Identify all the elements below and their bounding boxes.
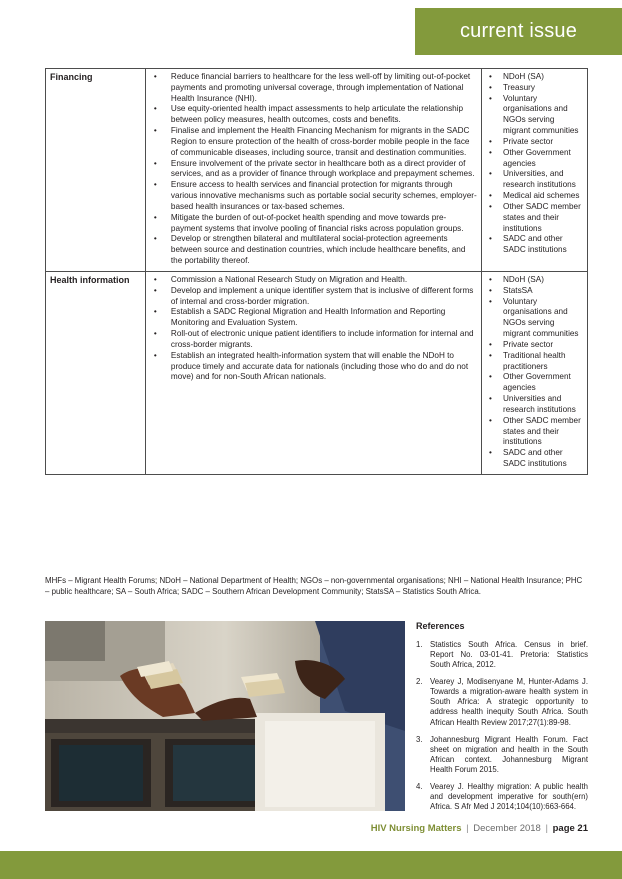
action-item: • Develop and implement a unique identifier system that is inclusive of different forms of internal and cross-border migration. xyxy=(150,286,477,308)
table-row-health-information xyxy=(46,271,588,474)
actions-list xyxy=(150,72,477,267)
stakeholder-item: • Other Government agencies xyxy=(486,372,583,394)
stakeholder-item: • SADC and other SADC institutions xyxy=(486,448,583,470)
stakeholder-item: • SADC and other SADC institutions xyxy=(486,234,583,256)
reference-item xyxy=(416,640,588,670)
category-cell: Financing xyxy=(46,69,146,272)
stakeholders-list xyxy=(486,72,583,256)
photo-illustration xyxy=(45,621,405,811)
reference-number: 3. xyxy=(416,734,423,744)
stakeholder-item: • Universities, and research institutions xyxy=(486,169,583,191)
section-banner-label: current issue xyxy=(459,20,578,42)
stakeholder-item: • Private sector xyxy=(486,137,583,148)
action-item: • Finalise and implement the Health Financing Mechanism for migrants in the SADC Region to ensure protection of the health of cross-border mobile people in the face of communicable diseases, including source, transit and destination communities. xyxy=(150,126,477,158)
action-item: • Commission a National Research Study on Migration and Health. xyxy=(150,275,477,286)
reference-text: Johannesburg Migrant Health Forum. Fact sheet on migration and health in the South African context. Johannesburg Migrant Health Forum 2015. xyxy=(430,734,588,775)
stakeholders-cell xyxy=(482,69,588,272)
action-item: • Ensure involvement of the private sector in healthcare both as a direct provider of services, and as a provider of finance through workplace and prepayment schemes. xyxy=(150,159,477,181)
abbreviations-note: MHFs – Migrant Health Forums; NDoH – National Department of Health; NGOs – non-governmental organisations; NHI – National Health Insurance; PHC – public healthcare; SA – South Africa; SADC – Southern African Development Community; StatsSA – Statistics South Africa. xyxy=(45,576,583,596)
reference-text: Statistics South Africa. Census in brief. Report No. 03-01-41. Pretoria: Statistics South Africa, 2012. xyxy=(430,639,588,669)
stakeholders-list xyxy=(486,275,583,470)
stakeholder-item: • Other SADC member states and their institutions xyxy=(486,202,583,234)
stakeholder-item: • Voluntary organisations and NGOs serving migrant communities xyxy=(486,94,583,137)
policy-table xyxy=(45,68,588,475)
reference-number: 1. xyxy=(416,639,423,649)
page-footer xyxy=(371,823,588,834)
reference-item xyxy=(416,677,588,728)
reference-item xyxy=(416,782,588,812)
references-title: References xyxy=(416,621,465,631)
reference-item xyxy=(416,735,588,776)
stakeholder-item: • Treasury xyxy=(486,83,583,94)
table-row-financing xyxy=(46,69,588,272)
magazine-title: HIV Nursing Matters xyxy=(370,823,462,834)
section-banner xyxy=(415,8,622,55)
stakeholder-item: • Universities and research institutions xyxy=(486,394,583,416)
stakeholder-item: • NDoH (SA) xyxy=(486,72,583,83)
action-item: • Roll-out of electronic unique patient identifiers to include information for internal and cross-border migrants. xyxy=(150,329,477,351)
action-item: • Establish an integrated health-information system that will enable the NDoH to produce timely and accurate data for nationals (including those who do and do not move) and for non-South African nationals. xyxy=(150,351,477,383)
footer-separator: | xyxy=(466,823,469,834)
stakeholders-cell xyxy=(482,271,588,474)
references-section xyxy=(416,621,588,820)
stakeholder-item: • StatsSA xyxy=(486,286,583,297)
action-item: • Ensure access to health services and financial protection for migrants through various innovative mechanisms such as portable social security schemes, employer-based health insurances or tax-based schemes. xyxy=(150,180,477,212)
actions-cell xyxy=(145,69,481,272)
category-cell: Health information xyxy=(46,271,146,474)
action-item: • Establish a SADC Regional Migration and Health Information and Reporting Monitoring and Evaluation System. xyxy=(150,307,477,329)
stakeholder-item: • Traditional health practitioners xyxy=(486,351,583,373)
stakeholder-item: • Private sector xyxy=(486,340,583,351)
action-item: • Reduce financial barriers to healthcare for the less well-off by limiting out-of-pocket payments and promoting universal coverage, through implementation of National Health Insurance (NHI). xyxy=(150,72,477,104)
counter-exchange-photo xyxy=(45,621,405,811)
stakeholder-item: • Other Government agencies xyxy=(486,148,583,170)
reference-text: Vearey J. Healthy migration: A public health and development imperative for south(ern) Africa. S Afr Med J 2014;104(10):663-664. xyxy=(430,782,588,812)
reference-text: Vearey J, Modisenyane M, Hunter-Adams J. Towards a migration-aware health system in South Africa: A strategic opportunity to address health inequity South Africa. South African Health Review 2017;27(1):89-98. xyxy=(430,677,588,727)
action-item: • Develop or strengthen bilateral and multilateral social-protection agreements between source and destination countries, which include healthcare benefits, and the portability thereof. xyxy=(150,234,477,266)
action-item: • Mitigate the burden of out-of-pocket health spending and move towards pre-payment systems that involve pooling of financial risks across population groups. xyxy=(150,213,477,235)
stakeholder-item: • NDoH (SA) xyxy=(486,275,583,286)
actions-list xyxy=(150,275,477,383)
footer-separator: | xyxy=(545,823,548,834)
references-list xyxy=(416,640,588,813)
stakeholder-item: • Medical aid schemes xyxy=(486,191,583,202)
bottom-accent-bar xyxy=(0,851,622,879)
actions-cell xyxy=(145,271,481,474)
issue-date: December 2018 xyxy=(473,823,541,834)
reference-number: 2. xyxy=(416,677,423,687)
reference-number: 4. xyxy=(416,782,423,792)
stakeholder-item: • Other SADC member states and their institutions xyxy=(486,416,583,448)
page-number: page 21 xyxy=(552,823,588,834)
action-item: • Use equity-oriented health impact assessments to help articulate the relationship between policy measures, health outcomes, costs and benefits. xyxy=(150,104,477,126)
stakeholder-item: • Voluntary organisations and NGOs serving migrant communities xyxy=(486,297,583,340)
